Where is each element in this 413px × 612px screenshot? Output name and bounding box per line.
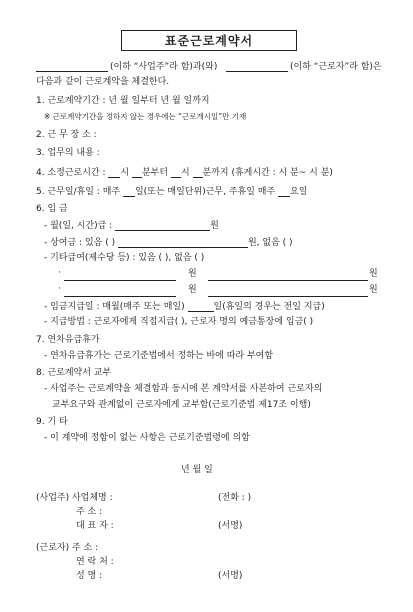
allowance-won-4: 원: [369, 285, 378, 295]
bonus-blank: [118, 238, 248, 248]
hour-unit-2: 시: [180, 168, 190, 178]
work-days-label: 5. 근무일/휴일 : 매주: [36, 187, 121, 197]
wage-monthly: [44, 221, 219, 231]
allowance-line: - 기타급여(제수당 등) : 있음 ( ), 없음 ( ): [44, 253, 205, 263]
allowance-won-3: 원: [188, 285, 197, 295]
bonus-tail: 원, 없음 ( ): [247, 238, 293, 248]
delivery-heading: 8. 근로계약서 교부: [36, 368, 112, 378]
payday-line: [44, 302, 325, 312]
employer-representative: 대 표 자 :: [76, 521, 114, 531]
bonus-label: - 상여금 : 있음 ( ): [44, 238, 116, 248]
duties-label: 3. 업무의 내용 :: [36, 148, 100, 158]
payday-label: - 임금지급일 : 매월(매주 또는 매일): [44, 302, 185, 312]
holiday-blank: [278, 187, 290, 197]
intro-line: 다음과 같이 근로계약을 체결한다.: [36, 77, 170, 87]
allowance-bullet-1: ·: [58, 268, 61, 278]
holiday-unit: 요일: [290, 187, 308, 197]
allowance-blank-3: [64, 296, 176, 297]
break-text: 분까지 (휴게시간 : 시 분~ 시 분): [202, 168, 333, 178]
start-minute-blank: [132, 168, 142, 178]
other-text: - 이 계약에 정함이 없는 사항은 근로기준법령에 의함: [44, 433, 250, 443]
document-title: 표준근로계약서: [121, 30, 297, 51]
worker-contact: 연 락 처 :: [76, 557, 114, 567]
payment-method: - 지급방법 : 근로자에게 직접지급( ), 근로자 명의 예금통장에 입금( ): [44, 317, 314, 327]
intro-worker-text: (이하 “근로자”라 함)은: [290, 62, 382, 72]
days-blank: [123, 187, 135, 197]
allowance-blank-2: [208, 280, 368, 281]
allowance-bullet-2: ·: [58, 284, 61, 294]
other-heading: 9. 기 타: [36, 417, 68, 427]
contract-period: 1. 근로계약기간 : 년 월 일부터 년 월 일까지: [36, 96, 210, 106]
work-days-text: 일(또는 매일단위)근무, 주휴일 매주: [134, 187, 276, 197]
worker-name-blank: [226, 62, 288, 72]
intro-employer-text: (이하 “사업주”라 함)과(와): [110, 62, 218, 72]
working-hours-label: 4. 소정근로시간 :: [36, 168, 106, 178]
bonus-line: [44, 238, 293, 248]
payday-tail: 일(휴일의 경우는 전일 지급): [213, 302, 325, 312]
employer-name-blank: [36, 62, 108, 72]
wage-monthly-label: - 월(일, 시간)급 :: [44, 221, 113, 231]
contract-period-note: ※ 근로계약기간을 정하지 않는 경우에는 “근로개시일”만 기재: [44, 112, 247, 121]
end-hour-blank: [171, 168, 181, 178]
delivery-text-2: 교부요구와 관계없이 근로자에게 교부함(근로기준법 제17조 이행): [52, 400, 311, 410]
workplace-label: 2. 근 무 장 소 :: [36, 130, 97, 140]
annual-leave-heading: 7. 연차유급휴가: [36, 335, 100, 345]
allowance-won-1: 원: [188, 269, 197, 279]
employer-phone: (전화 : ): [218, 493, 252, 503]
worker-signature: (서명): [218, 571, 243, 581]
annual-leave-text: - 연차유급휴가는 근로기준법에서 정하는 바에 따라 부여함: [44, 351, 274, 361]
wage-blank: [115, 221, 210, 231]
employer-signature: (서명): [218, 521, 243, 531]
allowance-blank-1: [64, 280, 176, 281]
employer-label: (사업주) 사업체명 :: [36, 493, 113, 503]
worker-name: 성 명 :: [76, 571, 103, 581]
delivery-text-1: - 사업주는 근로계약을 체결함과 동시에 본 계약서를 사본하여 근로자의: [44, 384, 323, 394]
allowance-blank-4: [208, 296, 368, 297]
from-text: 분부터: [141, 168, 169, 178]
start-hour-blank: [108, 168, 120, 178]
allowance-won-2: 원: [369, 269, 378, 279]
payday-blank: [188, 302, 214, 312]
end-minute-blank: [193, 168, 203, 178]
signing-date: 년 월 일: [181, 465, 213, 475]
hour-unit: 시: [120, 168, 130, 178]
worker-label: (근로자) 주 소 :: [36, 543, 99, 553]
wage-unit: 원: [210, 221, 219, 231]
work-days: [36, 187, 307, 197]
working-hours: [36, 168, 333, 178]
employer-address: 주 소 :: [76, 507, 103, 517]
wage-heading: 6. 임 금: [36, 204, 68, 214]
